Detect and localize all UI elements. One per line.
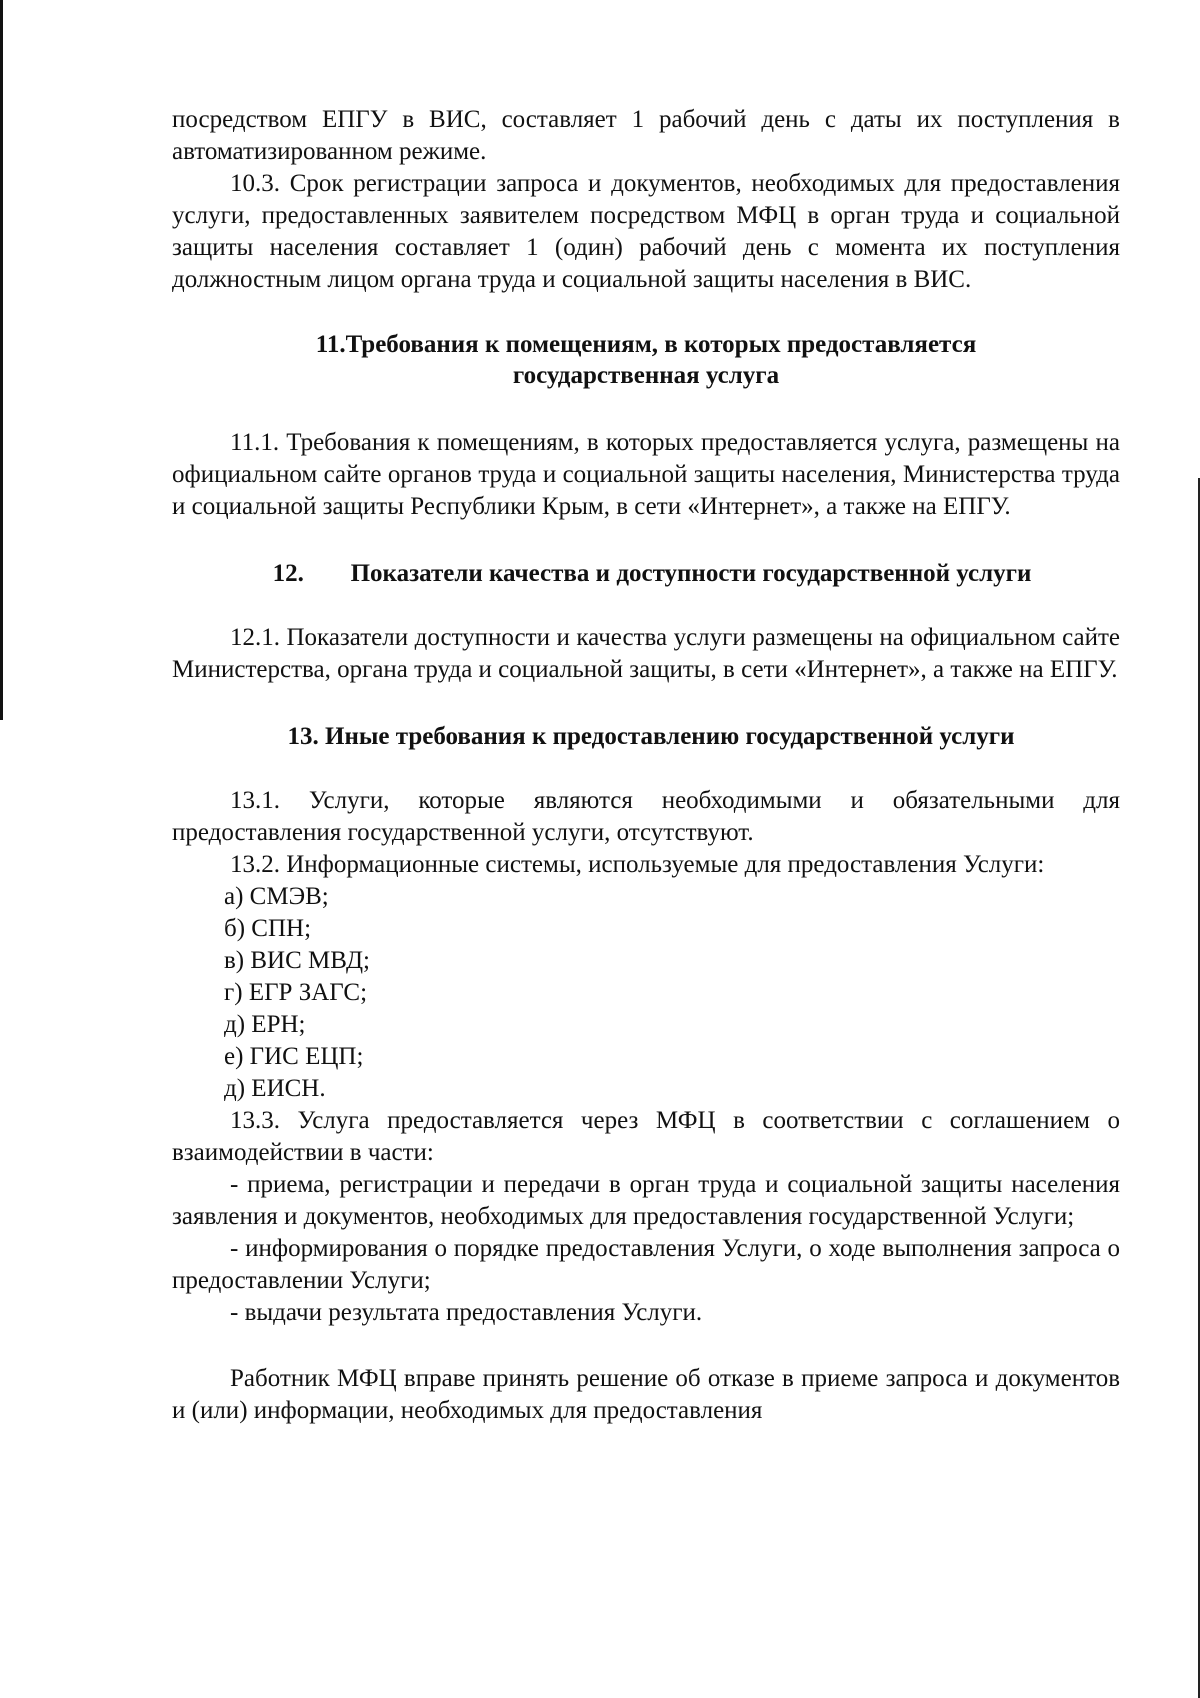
mfc-part-result: - выдачи результата предоставления Услуги. [230,1299,703,1326]
document-page [172,104,1120,1427]
paragraph-intro: посредством ЕПГУ в ВИС, составляет 1 рабочий день с даты их поступления в автоматизированном режиме. [172,106,1120,165]
mfc-part-reception: - приема, регистрации и передачи в орган труда и социальной защиты населения заявления и документов, необходимых для предоставления государственной Услуги; [172,1171,1120,1230]
paragraph-13-2: 13.2. Информационные системы, используемые для предоставления Услуги: [230,851,1045,878]
section-13-title: 13. Иные требования к предоставлению государственной услуги [287,723,1015,750]
scan-edge-left [0,0,3,720]
mfc-part-informing: - информирования о порядке предоставления Услуги, о ходе выполнения запроса о предоставлении Услуги; [172,1235,1120,1294]
section-11-title-line2: государственная услуга [512,362,780,389]
list-item: г) ЕГР ЗАГС; [224,979,368,1006]
list-item: б) СПН; [224,915,312,942]
systems-list [172,881,1120,1105]
paragraph-12-1: 12.1. Показатели доступности и качества услуги размещены на официальном сайте Министерства, органа труда и социальной защиты, в сети «Интернет», а также на ЕПГУ. [172,624,1120,683]
list-item: а) СМЭВ; [224,883,329,910]
paragraph-11-1: 11.1. Требования к помещениям, в которых предоставляется услуга, размещены на официальном сайте органов труда и социальной защиты населения, Министерства труда и социальной защиты Республики Крым, в сети «Интернет», а также на ЕПГУ. [172,429,1120,520]
paragraph-13-3: 13.3. Услуга предоставляется через МФЦ в соответствии с соглашением о взаимодействии в части: [172,1107,1120,1166]
section-12-title [172,558,1120,589]
list-item: е) ГИС ЕЦП; [224,1043,364,1070]
list-item: д) ЕРН; [224,1011,306,1038]
section-12-title-text: Показатели качества и доступности государственной услуги [350,560,1032,587]
list-item: д) ЕИСН. [224,1075,326,1102]
paragraph-refusal: Работник МФЦ вправе принять решение об отказе в приеме запроса и документов и (или) информации, необходимых для предоставления [172,1365,1120,1424]
paragraph-13-1: 13.1. Услуги, которые являются необходимыми и обязательными для предоставления государственной услуги, отсутствуют. [172,787,1120,846]
list-item: в) ВИС МВД; [224,947,370,974]
section-11-title [172,329,1120,391]
section-11-title-line1: 11.Требования к помещениям, в которых предоставляется [315,331,977,358]
section-12-number: 12. [272,560,304,587]
paragraph-10-3: 10.3. Срок регистрации запроса и документов, необходимых для предоставления услуги, предоставленных заявителем посредством МФЦ в орган труда и социальной защиты населения составляет 1 (один) рабочий день с момента их поступления должностным лицом органа труда и социальной защиты населения в ВИС. [172,170,1120,293]
